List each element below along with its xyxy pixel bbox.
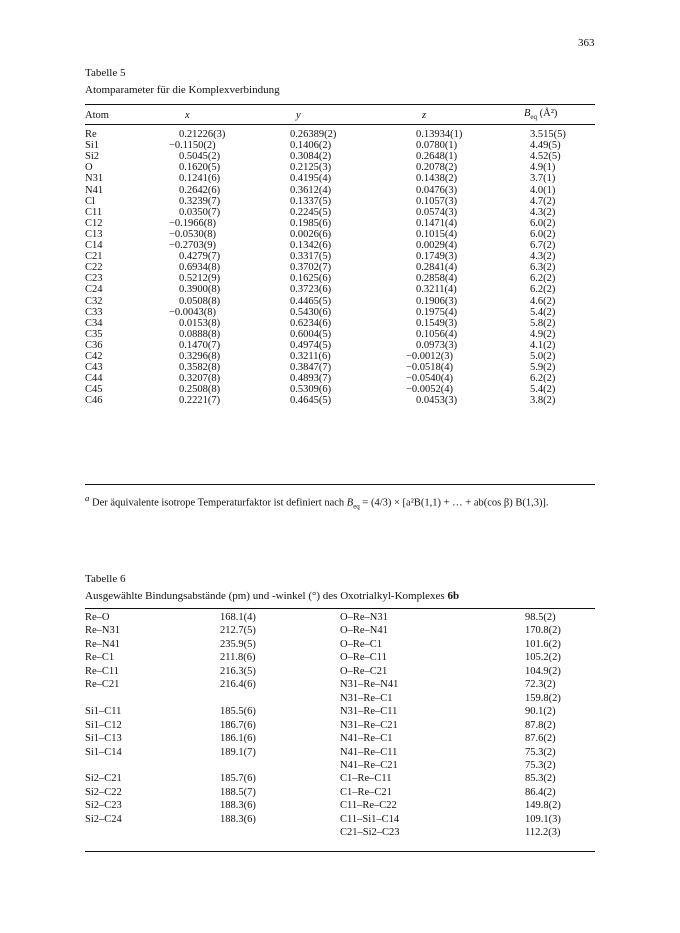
table-row	[85, 772, 595, 785]
col-header-beq: $B_{eq}$ (Å²)	[524, 108, 558, 122]
table-cell: 188.3(6)	[220, 800, 256, 812]
table5-caption: Atomparameter für die Komplexverbindung	[85, 84, 280, 96]
table-cell: 3.515(5)	[530, 129, 566, 141]
table-row	[85, 384, 595, 395]
table-cell: 0.0780(1)	[416, 140, 458, 152]
table-cell: −0.0052(4)	[406, 384, 454, 396]
table-cell: 4.9(1)	[530, 162, 556, 174]
table-cell: 0.21226(3)	[179, 129, 226, 141]
table-row	[85, 373, 595, 384]
table-row	[85, 719, 595, 732]
table-row	[85, 125, 595, 141]
table-cell: C43	[85, 362, 103, 374]
col-header-atom: Atom	[85, 109, 109, 121]
table-row	[85, 395, 595, 406]
table-cell: C21–Si2–C23	[340, 827, 400, 839]
table-row	[85, 140, 595, 151]
table-row	[85, 173, 595, 184]
table-cell: C32	[85, 295, 103, 307]
table-row	[85, 262, 595, 273]
table-cell: 0.5045(2)	[179, 151, 221, 163]
table-cell: C35	[85, 328, 103, 340]
table-cell: 185.5(6)	[220, 706, 256, 718]
table-cell: 0.1015(4)	[416, 228, 458, 240]
table-cell: 109.1(3)	[525, 813, 561, 825]
table5-footnote: $^a$ Der äquivalente isotrope Temperaturfaktor ist definiert nach $B_{eq} = (4/3) \times [a^2B(1,1)$ + … + ab(cos β) B(1,3)].	[85, 493, 549, 511]
col-header-z: z	[422, 109, 427, 121]
table-cell: 0.2841(4)	[416, 262, 458, 274]
table-cell: 0.1057(3)	[416, 195, 458, 207]
table-cell: C13	[85, 228, 103, 240]
table-cell: C21	[85, 251, 103, 263]
table-row	[85, 185, 595, 196]
table-cell: 0.6934(8)	[179, 262, 221, 274]
table-row	[85, 732, 595, 745]
table-cell: 6.2(2)	[530, 284, 556, 296]
table-cell: 72.3(2)	[525, 679, 556, 691]
table-cell: 0.0973(3)	[416, 339, 458, 351]
table-cell: 5.8(2)	[530, 317, 556, 329]
table-cell: −0.0043(8)	[169, 306, 217, 318]
table-cell: 112.2(3)	[525, 827, 561, 839]
table-cell: 0.1342(6)	[290, 240, 332, 252]
table-cell: Re–N31	[85, 625, 120, 637]
table-cell: 6.7(2)	[530, 240, 556, 252]
table-cell: 0.3211(4)	[416, 284, 457, 296]
table-cell: 0.3239(7)	[179, 195, 221, 207]
table-cell	[200, 692, 340, 705]
table-cell: C44	[85, 373, 103, 385]
table-row	[85, 218, 595, 229]
table-cell: 186.7(6)	[220, 719, 256, 731]
table-cell: C11	[85, 206, 103, 218]
table-cell: 4.3(2)	[530, 251, 556, 263]
table-cell: 87.8(2)	[525, 719, 556, 731]
table-cell: O–Re–C11	[340, 652, 387, 664]
table-row	[85, 229, 595, 240]
table-cell: C23	[85, 273, 103, 285]
table-row	[85, 284, 595, 295]
table-cell: 0.1438(2)	[416, 173, 458, 185]
table-cell: 0.3612(4)	[290, 184, 332, 196]
table-cell: −0.1966(8)	[169, 217, 217, 229]
table-cell: 0.1620(5)	[179, 162, 221, 174]
table-cell: Si1	[85, 140, 100, 152]
table-cell	[85, 692, 200, 705]
table-cell: 75.3(2)	[525, 746, 556, 758]
table-row	[85, 296, 595, 307]
table-cell: 6.2(2)	[530, 273, 556, 285]
table-cell: 86.4(2)	[525, 786, 556, 798]
table-cell: 4.0(1)	[530, 184, 556, 196]
table-row	[85, 340, 595, 351]
table-cell: O–Re–N31	[340, 612, 388, 623]
table-cell: 0.3582(8)	[179, 362, 221, 374]
table-row	[85, 705, 595, 718]
table-cell: C46	[85, 395, 103, 407]
table-row	[85, 624, 595, 637]
table-cell: 0.1470(7)	[179, 339, 221, 351]
table-cell: 0.2125(3)	[290, 162, 332, 174]
table-cell: 0.3207(8)	[179, 373, 221, 385]
table-cell: 212.7(5)	[220, 625, 256, 637]
table-row	[85, 786, 595, 799]
table-cell: 4.1(2)	[530, 339, 556, 351]
table-cell: 87.6(2)	[525, 733, 556, 745]
table-cell: 90.1(2)	[525, 706, 556, 718]
table-cell: 0.0029(4)	[416, 240, 458, 252]
table-cell: Re–C11	[85, 665, 120, 677]
table-cell: 101.6(2)	[525, 638, 561, 650]
table-cell: 188.3(6)	[220, 813, 256, 825]
table-cell: 216.3(5)	[220, 665, 256, 677]
table-row	[85, 813, 595, 826]
table-cell: −0.0518(4)	[406, 362, 454, 374]
table-cell: 4.9(2)	[530, 328, 556, 340]
table-cell: O	[85, 162, 93, 174]
table5-bottom-rule	[85, 484, 595, 485]
table-cell: 5.4(2)	[530, 306, 556, 318]
table-cell: −0.0540(4)	[406, 373, 454, 385]
table-cell: 0.1549(3)	[416, 317, 458, 329]
table-row	[85, 196, 595, 207]
table-cell: 211.8(6)	[220, 652, 256, 664]
table6-bottom-rule	[85, 851, 595, 852]
table-cell: 170.8(2)	[525, 625, 561, 637]
table-cell: 0.1985(6)	[290, 217, 332, 229]
table-cell: O–Re–N41	[340, 625, 388, 637]
table-cell: 0.2245(5)	[290, 206, 332, 218]
table-cell: 0.4645(5)	[290, 395, 332, 407]
table-cell: 0.1906(3)	[416, 295, 458, 307]
table-row	[85, 307, 595, 318]
table-row	[85, 362, 595, 373]
table-cell: Si2	[85, 151, 100, 163]
table-row	[85, 678, 595, 691]
table-cell: 0.1406(2)	[290, 140, 332, 152]
table-cell: 0.4195(4)	[290, 173, 332, 185]
table-cell: 0.0026(6)	[290, 228, 332, 240]
table-cell: 216.4(6)	[220, 679, 256, 691]
table-row	[85, 162, 595, 173]
table-row	[85, 665, 595, 678]
page-number: 363	[578, 37, 595, 49]
table-cell: Si2–C22	[85, 786, 122, 798]
table-cell: 0.2648(1)	[416, 151, 458, 163]
table6-label: Tabelle 6	[85, 573, 126, 585]
table-cell: 6.0(2)	[530, 217, 556, 229]
table-cell: N41–Re–C21	[340, 759, 398, 771]
table-cell: C45	[85, 384, 103, 396]
table-cell: 4.52(5)	[530, 151, 561, 163]
table-cell: 0.26389(2)	[290, 129, 337, 141]
table-cell: 0.1975(4)	[416, 306, 458, 318]
table-cell: 6.0(2)	[530, 228, 556, 240]
table-row	[85, 826, 595, 839]
table-cell: Re	[85, 129, 97, 141]
table-cell	[200, 826, 340, 839]
table-cell: C24	[85, 284, 103, 296]
table-cell: O–Re–C1	[340, 638, 382, 650]
table-cell: C1–Re–C21	[340, 786, 392, 798]
table-cell: N31–Re–C1	[340, 692, 393, 704]
table-cell: 0.3211(6)	[290, 350, 331, 362]
table-cell: N31	[85, 173, 104, 185]
table-cell: C12	[85, 217, 103, 229]
table-cell: Re–O	[85, 612, 110, 623]
table-cell: 159.8(2)	[525, 692, 561, 704]
table-cell: Si1–C12	[85, 719, 122, 731]
table-row	[85, 351, 595, 362]
table-row	[85, 638, 595, 651]
table-cell: 0.5212(9)	[179, 273, 221, 285]
table-cell: N31–Re–N41	[340, 679, 399, 691]
table6-top-rule	[85, 608, 595, 609]
table-cell: Si2–C23	[85, 800, 122, 812]
table-cell: −0.0530(8)	[169, 228, 217, 240]
table-cell: 0.3847(7)	[290, 362, 332, 374]
table-cell: 0.4465(5)	[290, 295, 332, 307]
table-cell: C33	[85, 306, 103, 318]
table-cell: 0.4279(7)	[179, 251, 221, 263]
table-cell: 188.5(7)	[220, 786, 256, 798]
table-cell: 0.3900(8)	[179, 284, 221, 296]
table-cell: 0.0350(7)	[179, 206, 221, 218]
table-row	[85, 692, 595, 705]
table-cell: N41–Re–C1	[340, 733, 393, 745]
table-cell: C42	[85, 350, 103, 362]
table-cell: 4.6(2)	[530, 295, 556, 307]
table-cell: 0.0453(3)	[416, 395, 458, 407]
table-cell: C22	[85, 262, 103, 274]
table-cell: 0.3702(7)	[290, 262, 332, 274]
table-cell: 104.9(2)	[525, 665, 561, 677]
table-cell: C36	[85, 339, 103, 351]
table-cell: 149.8(2)	[525, 800, 561, 812]
table-cell: 235.9(5)	[220, 638, 256, 650]
table-cell: N41	[85, 184, 104, 196]
table-cell: 5.0(2)	[530, 350, 556, 362]
table-cell: 0.3317(5)	[290, 251, 332, 263]
table-row	[85, 329, 595, 340]
table-cell: Cl	[85, 195, 95, 207]
col-header-x: x	[185, 109, 190, 121]
table-cell: C14	[85, 240, 103, 252]
table-cell: 0.6004(5)	[290, 328, 332, 340]
table-cell: 0.0153(8)	[179, 317, 221, 329]
table-cell: Si1–C11	[85, 706, 122, 718]
table-cell: Si1–C13	[85, 733, 122, 745]
table-cell: 0.2221(7)	[179, 395, 221, 407]
table-cell: 5.9(2)	[530, 362, 556, 374]
table-cell: Si1–C14	[85, 746, 122, 758]
table-cell: 0.0476(3)	[416, 184, 458, 196]
table-cell: 185.7(6)	[220, 773, 256, 785]
table-cell: 0.6234(6)	[290, 317, 332, 329]
table-row	[85, 207, 595, 218]
table-cell: 0.4974(5)	[290, 339, 332, 351]
table-cell: 0.5309(6)	[290, 384, 332, 396]
table-row	[85, 318, 595, 329]
table-cell: 0.1337(5)	[290, 195, 332, 207]
table-cell	[85, 759, 200, 772]
table-cell: N31–Re–C11	[340, 706, 398, 718]
table-cell: −0.0012(3)	[406, 350, 454, 362]
table-cell: N41–Re–C11	[340, 746, 398, 758]
table-cell: N31–Re–C21	[340, 719, 398, 731]
table-cell: Re–C21	[85, 679, 120, 691]
table-cell: 0.0508(8)	[179, 295, 221, 307]
table-row	[85, 251, 595, 262]
table-cell: 98.5(2)	[525, 612, 556, 623]
table-cell: C11–Si1–C14	[340, 813, 400, 825]
table-cell: 0.1056(4)	[416, 328, 458, 340]
table-cell: 0.3723(6)	[290, 284, 332, 296]
table6-caption: Ausgewählte Bindungsabstände (pm) und -winkel (°) des Oxotrialkyl-Komplexes 6b	[85, 590, 460, 602]
table-row	[85, 273, 595, 284]
table-cell: O–Re–C21	[340, 665, 388, 677]
table-cell: 3.8(2)	[530, 395, 556, 407]
table-cell: 4.49(5)	[530, 140, 561, 152]
table-cell: 0.3084(2)	[290, 151, 332, 163]
table-cell: 5.4(2)	[530, 384, 556, 396]
table-cell: 0.2508(8)	[179, 384, 221, 396]
table-cell: 189.1(7)	[220, 746, 256, 758]
table-cell: −0.2703(9)	[169, 240, 217, 252]
table-cell: Si2–C21	[85, 773, 122, 785]
table-cell: 0.2858(4)	[416, 273, 458, 285]
table-cell: C34	[85, 317, 103, 329]
table-cell: 75.3(2)	[525, 759, 556, 771]
table-row	[85, 240, 595, 251]
table-cell: 0.5430(6)	[290, 306, 332, 318]
table-row	[85, 746, 595, 759]
table-cell: 0.1241(6)	[179, 173, 221, 185]
table-cell: Re–C1	[85, 652, 115, 664]
table-cell: C1–Re–C11	[340, 773, 392, 785]
table-row	[85, 611, 595, 624]
table-cell: 105.2(2)	[525, 652, 561, 664]
table-cell: 85.3(2)	[525, 773, 556, 785]
table-cell: 186.1(6)	[220, 733, 256, 745]
table-cell: 0.4893(7)	[290, 373, 332, 385]
table-cell: Si2–C24	[85, 813, 122, 825]
table-cell: 0.13934(1)	[416, 129, 463, 141]
table-cell: 6.2(2)	[530, 373, 556, 385]
table-cell: 0.1625(6)	[290, 273, 332, 285]
table5	[85, 107, 595, 406]
table-cell: 0.2078(2)	[416, 162, 458, 174]
table-cell: 4.3(2)	[530, 206, 556, 218]
table-cell: 0.0888(8)	[179, 328, 221, 340]
table-row	[85, 651, 595, 664]
col-header-y: y	[296, 109, 301, 121]
table-cell: 0.1749(3)	[416, 251, 458, 263]
table-cell: 0.0574(3)	[416, 206, 458, 218]
table5-top-rule	[85, 104, 595, 105]
table-row	[85, 799, 595, 812]
table-cell	[85, 826, 200, 839]
table-cell: 0.2642(6)	[179, 184, 221, 196]
table-cell: 168.1(4)	[220, 612, 256, 623]
table-cell	[200, 759, 340, 772]
table-cell: C11–Re–C22	[340, 800, 397, 812]
table-cell: 4.7(2)	[530, 195, 556, 207]
table-row	[85, 151, 595, 162]
table-cell: 0.3296(8)	[179, 350, 221, 362]
table5-label: Tabelle 5	[85, 67, 126, 79]
table-row	[85, 759, 595, 772]
table-cell: 6.3(2)	[530, 262, 556, 274]
table-cell: −0.1150(2)	[169, 140, 216, 152]
table-cell: Re–N41	[85, 638, 120, 650]
table6	[85, 611, 595, 840]
table-cell: 3.7(1)	[530, 173, 556, 185]
table-cell: 0.1471(4)	[416, 217, 458, 229]
